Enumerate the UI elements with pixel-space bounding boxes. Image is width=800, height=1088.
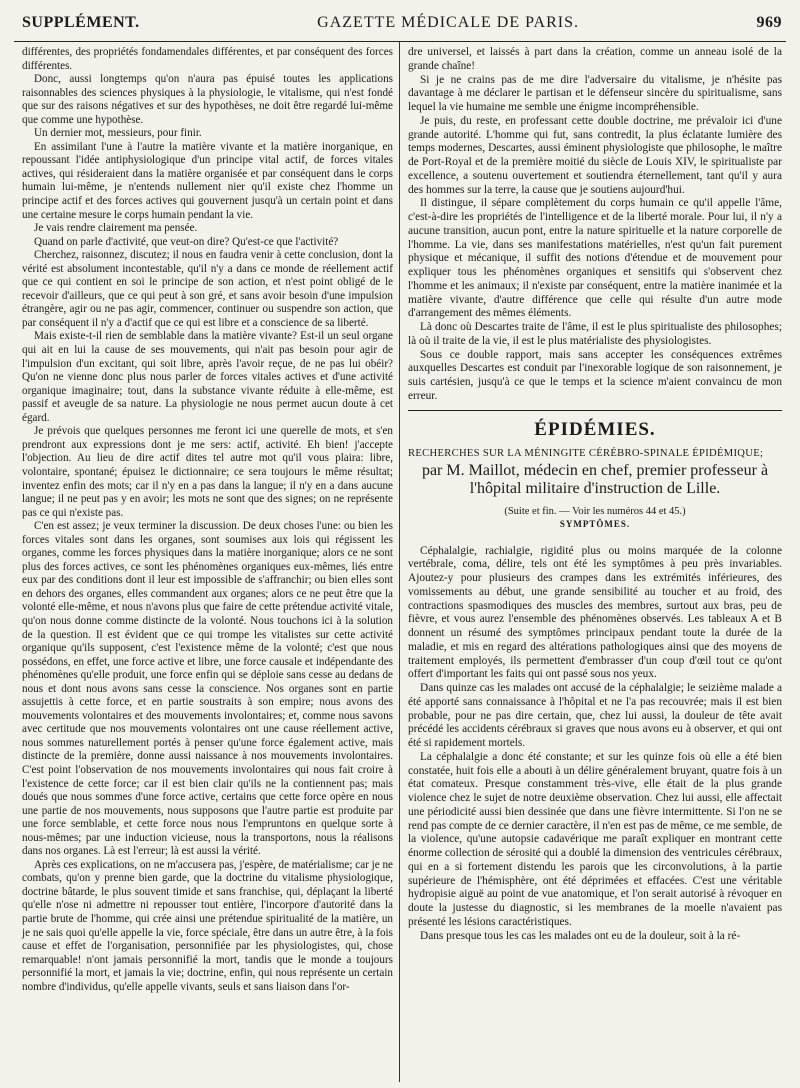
supplement-label: SUPPLÉMENT. xyxy=(22,14,140,31)
paragraph: Donc, aussi longtemps qu'on n'aura pas épuisé toutes les applications raisonnables des sciences physiques à la physiologie, le vitalisme, qui n'est fondé que sur des raisons négatives et sur des hypothèses, ne doit être regardé lui-même que comme une hypothèse. xyxy=(22,73,393,126)
subsection-title: SYMPTÔMES. xyxy=(559,518,631,529)
paragraph: Cherchez, raisonnez, discutez; il nous en faudra venir à cette conclusion, dont la vérité est absolument incontestable, qu'il n'y a dans ce monde de réellement actif que ce qui contient en soi le principe de son action, et n'est point obligé de le recevoir d'ailleurs, que ce qui peut à son gré, et sans avoir besoin d'une impulsion étrangère, agir ou ne pas agir, commencer, continuer ou suspendre son action, que par conséquent il n'y a d'actif que ce qui est libre et a conscience de sa liberté. xyxy=(22,249,393,329)
left-column xyxy=(14,42,399,1082)
paragraph: Un dernier mot, messieurs, pour finir. xyxy=(34,127,202,140)
paragraph: La céphalalgie a donc été constante; et sur les quinze fois où elle a été bien constatée, huit fois elle a abouti à un délire généralement bruyant, quatre fois à un état comateux. Presque constamment très-vive, elle était de la plus grande violence chez le sujet de notre deuxième observation. Chez lui aussi, elle affectait une périodicité aussi bien dessinée que dans une fièvre intermittente. Si l'on ne se rend pas compte de ce dernier caractère, il n'en est pas de même, ce me semble, de la violence, qu'une autopsie cadavérique me paraît expliquer en montrant cette énorme collection de sérosité qui a doublé la dimension des ventricules cérébraux, qui en a si fortement distendu les parois que les circonvolutions, à la partie supérieure de l'hémisphère, ont été déprimées et effacées. C'est une véritable hydropisie aiguë au point de vue anatomique, et l'on serait autorisé à révoquer en doute la justesse du diagnostic, si les membranes de la moelle n'avaient pas présenté les lésions caractéristiques. xyxy=(408,750,783,928)
section-divider xyxy=(408,410,782,411)
continuation-note: (Suite et fin. — Voir les numéros 44 et 45.) xyxy=(504,505,686,517)
article-author: par M. Maillot, médecin en chef, premier professeur à l'hôpital militaire d'instruction de Lille. xyxy=(421,461,769,497)
section-heading: ÉPIDÉMIES. xyxy=(534,418,656,440)
paragraph: Il distingue, il sépare complètement du corps humain ce qu'il appelle l'âme, c'est-à-dire les propriétés de l'intelligence et de la liberté morale. Pour lui, il n'y a aucune transition, aucun pont, entre la nature spirituelle et la nature corporelle de l'homme. La vie, dans ses manifestations matérielles, n'est qu'un fait purement physique et mécanique, il suffit des notions d'étendue et de mouvement pour expliquer tous les phénomènes organiques et sensitifs qui s'observent chez l'homme et les animaux; il n'existe par conséquent, entre la matière inanimée et la matière vivante, d'autre différence que celle qui résulte d'un autre mode d'arrangement des mêmes éléments. xyxy=(408,197,782,320)
paragraph: Dans quinze cas les malades ont accusé de la céphalalgie; le seizième malade a été apporté sans connaissance à l'hôpital et ne l'a pas recouvrée; mais il est bien probable, pour ne pas dire certain, que, chez lui aussi, la douleur de tête avait précédé les accidents cérébraux si graves que nous avons eu à observer, et qui ont été si rapidement mortels. xyxy=(408,682,782,749)
paragraph: Sous ce double rapport, mais sans accepter les conséquences extrêmes auxquelles Descartes est conduit par l'inexorable logique de son raisonnement, je suis cartésien, jusqu'à ce que le temps et la science m'aient convaincu de mon erreur. xyxy=(408,348,782,402)
article-title: RECHERCHES SUR LA MÉNINGITE CÉRÉBRO-SPINALE ÉPIDÉMIQUE; xyxy=(408,447,764,459)
paragraph: Je vais rendre clairement ma pensée. xyxy=(34,222,198,235)
paragraph: différentes, des propriétés fondamendales différentes, et par conséquent des forces différentes. xyxy=(22,46,393,72)
paragraph: Je puis, du reste, en professant cette double doctrine, me prévaloir ici d'une grande autorité. L'homme qui fut, sans contredit, la plus éclatante lumière des temps modernes, Descartes, aussi éminent physiologiste que philosophe, le maître de Port-Royal et de la première moitié du siècle de Louis XIV, le spiritualiste par excellence, a soutenu ouvertement et soutiendra éternellement, tant qu'il y aura des hommes sur la terre, la cause que je soutiens aujourd'hui. xyxy=(408,114,782,196)
paragraph: Céphalalgie, rachialgie, rigidité plus ou moins marquée de la colonne vertébrale, coma, délire, tels ont été les symptômes à peu près invariables. Ajoutez-y pour plusieurs des crampes dans les extrémités inférieures, des vomissements au début, une grande sensibilité au toucher et au froid, des contractions spasmodiques des muscles des membres, surtout aux bras, peu de fièvre, et vous aurez l'ensemble des phénomènes observés. Les tableaux A et B donnent un résumé des symptômes principaux pendant toute la durée de la maladie, et mis en regard des altérations pathologiques ainsi que des moyens de traitement employés, ils permettent d'embrasser d'un coup d'œil tout ce qu'ont offert d'important les faits qui ont passé sous nos yeux. xyxy=(408,544,782,681)
paragraph: Mais existe-t-il rien de semblable dans la matière vivante? Est-il un seul organe qui ait en lui la cause de ses mouvements, qui n'ait pas besoin pour agir de l'impulsion d'un excitant, qui soit libre, après l'avoir reçue, de ne pas lui obéir? Qu'on ne vienne donc plus nous parler de forces vitales actives et d'une activité organique imaginaire; tout, dans la substance vivante réduite à elle-même, est passif et aveugle de sa nature. La physiologie ne nous permet aucun doute à cet égard. xyxy=(22,330,393,424)
paragraph: En assimilant l'une à l'autre la matière vivante et la matière inorganique, en repoussant l'idée antiphysiologique d'un principe vital actif, de forces vitales actives, qui résideraient dans la matière organisée et par conséquent dans le corps humain lui-même, je n'entends nullement nier qu'il existe chez l'homme un principe actif et des forces actives qui gouvernent jusqu'à un certain point et dans une certaine mesure le corps humain pendant la vie. xyxy=(22,140,393,221)
right-column xyxy=(399,42,784,1082)
paragraph: Là donc où Descartes traite de l'âme, il est le plus spiritualiste des philosophes; là où il traite de la vie, il est le plus matérialiste des physiologistes. xyxy=(408,321,782,347)
page-header xyxy=(14,14,786,42)
page-number: 969 xyxy=(756,14,782,31)
journal-title: GAZETTE MÉDICALE DE PARIS. xyxy=(317,14,579,31)
paragraph: Si je ne crains pas de me dire l'adversaire du vitalisme, je n'hésite pas davantage à me déclarer le partisan et le défenseur sincère du spiritualisme, sans lequel la vie humaine me semble une énigme incompréhensible. xyxy=(408,73,782,113)
paragraph: Quand on parle d'activité, que veut-on dire? Qu'est-ce que l'activité? xyxy=(34,235,339,248)
paragraph: Après ces explications, on ne m'accusera pas, j'espère, de matérialisme; car je ne combats, qu'on y prenne bien garde, que la doctrine du vitalisme physiologique, doctrine bâtarde, le plus souvent timide et sans franchise, qui, déplaçant la liberté qu'elle n'ose ni admettre ni repousser tout entière, l'incorpore d'autorité dans la partie brute de l'homme, qui crée ainsi une prétendue spiritualité de la matière, un je ne sais quoi qu'elle appelle la vie, force spéciale, être dans un autre être, à la fois cause et effet de l'organisation, personnifiée par les physiologistes, qui, chose remarquable! n'ont jamais personnifié la mort, tandis que le monde a toujours personnifié la mort, et jamais la vie; doctrine, enfin, qui nous représente un certain nombre d'individus, qu'elle appelle vivants, seuls et sans liaison dans l'or- xyxy=(22,858,393,993)
paragraph: Dans presque tous les cas les malades ont eu de la douleur, soit à la ré- xyxy=(420,929,741,942)
paragraph: C'en est assez; je veux terminer la discussion. De deux choses l'une: ou bien les forces vitales sont dans les organes, sont soumises aux lois qui régissent les organes, comme les forces physiques dans la matière inorganique; alors ce ne sont plus des forces actives, ce sont les phénomènes organiques eux-mêmes, liés entre eux par des conditions dont il leur est impossible de s'affranchir; ou bien elles sont en dehors des organes, elles commandent aux organes; alors ce ne peut être que la volonté elle-même, et nous n'avons plus que faire de cette prétendue activité vitale, qu'on nous donne comme distincte de la volonté. Nous touchons ici à la solution de la question. Il est évident que ce qui trompe les vitalistes sur cette activité organique qu'ils supposent, c'est l'existence même de la volonté; c'est que nous possédons, en effet, une force active et libre, une force causale et indépendante des phénomènes qu'elle produit, une force enfin qui se déploie sans cesse au dedans de nous et dont nous avons sans cesse la conscience. Nos organes sont en partie assujettis à cette force, et en partie soustraits à son empire; nous avons des mouvements volontaires et des mouvements involontaires; et, comme nous savons avec certitude que nos mouvements volontaires ont une cause réellement active, nous sommes naturellement portés à penser qu'une force également active, mais distincte de la première, donne aussi naissance à nos mouvements involontaires. C'est point l'observation de nos mouvements involontaires qui nous fait croire à l'existence de cette force; car il est bien clair qu'ils ne la contiennent pas; mais doués que nous sommes d'une force active, certains que cette force opère en nous une partie de nos mouvements, nous supposons que l'autre partie est produite par une force semblable, et cette force nous nous l'empruntons en quelque sorte à nous-mêmes; par une induction vicieuse, nous la transportons, nous la réalisons dans nos organes. Là est l'erreur; là est aussi la vérité. xyxy=(22,520,393,858)
paragraph: Je prévois que quelques personnes me feront ici une querelle de mots, et s'en prendront aux expressions dont je me sers: actif, activité. Eh bien! j'accepte l'objection. Au lieu de dire actif dites tel autre mot qu'il vous plaira: libre, volontaire, spontané; épuisez le dictionnaire; ce sera toujours le même résultat; inventez enfin des mots; car il n'y en a pas dans la langue; il n'y en a dans aucune langue; il ne peut pas y en avoir; les mots ne sont que des signes; on ne représente pas ce qui n'existe pas. xyxy=(22,425,393,519)
paragraph: dre universel, et laissés à part dans la création, comme un anneau isolé de la grande chaîne! xyxy=(408,46,782,72)
columns xyxy=(14,42,786,1082)
